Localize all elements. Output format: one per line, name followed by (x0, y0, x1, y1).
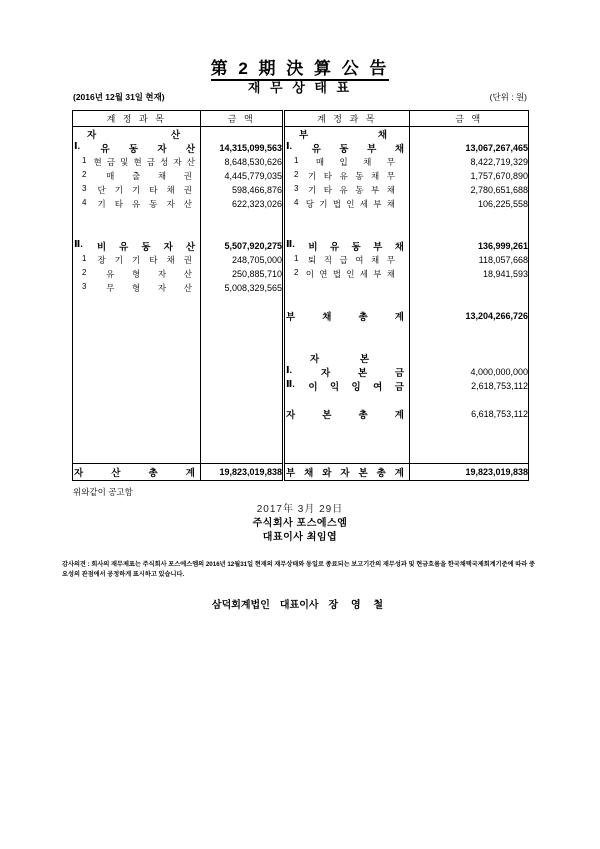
amount-deferred-tax-liabilities: 18,941,593 (410, 267, 529, 281)
row-intangible-assets-label: 3 무 형 자 산 (82, 282, 192, 293)
row-total-liabilities-equity-label: 부 채 와 자 본 총 계 (284, 463, 410, 480)
row-accounts-payable-label: 1 매 입 채 무 (284, 155, 410, 169)
auditor-signature (0, 596, 600, 611)
spacer-row (73, 323, 529, 337)
row-capital-stock-label: Ⅰ. 자 본 금 (284, 365, 410, 379)
amount-total-liabilities-equity: 19,823,019,838 (410, 463, 529, 480)
spacer-row (73, 435, 529, 449)
table-row (73, 183, 529, 197)
row-noncurrent-liabilities-label: Ⅱ. 비 유 동 부 채 (284, 239, 410, 253)
row-trade-receivables-label: 2 매 출 채 권 (82, 170, 192, 181)
table-row (73, 407, 529, 421)
amount-cash-equivalents: 8,648,530,626 (201, 155, 284, 169)
statement-subtitle: 재 무 상 태 표 (247, 80, 353, 95)
currency-unit: (단위 : 원) (489, 92, 527, 102)
spacer-row (73, 393, 529, 407)
equity-section-title: 자 본 (284, 351, 410, 365)
table-row (73, 365, 529, 379)
spacer-row (73, 295, 529, 309)
row-other-current-payables-label: 2 기 타 유 동 채 무 (284, 169, 410, 183)
row-long-term-other-receivables-label: 1 장 기 기 타 채 권 (82, 254, 192, 265)
row-cash-equivalents-label: 1 현 금 및 현 금 성 자 산 (82, 156, 195, 167)
row-other-current-liabilities-label: 3 기 타 유 동 부 채 (284, 183, 410, 197)
amount-total-equity: 6,618,753,112 (410, 407, 529, 421)
spacer-row (73, 449, 529, 463)
grand-total-row (73, 463, 529, 480)
header-account-right: 계 정 과 목 (284, 111, 410, 127)
table-row (73, 309, 529, 323)
row-current-assets-label: Ⅰ. 유 동 자 산 (74, 141, 195, 155)
amount-retirement-benefit-obligation: 118,057,668 (410, 253, 529, 267)
table-row (73, 127, 529, 142)
amount-noncurrent-liabilities: 136,999,261 (410, 239, 529, 253)
assets-title-char: 자 (87, 130, 97, 141)
row-other-current-assets-label: 4 기 타 유 동 자 산 (82, 198, 192, 209)
liabilities-section-title: 부 채 (284, 127, 410, 142)
header-account-left: 계 정 과 목 (73, 111, 201, 127)
row-tangible-assets-label: 2 유 형 자 산 (82, 268, 192, 279)
table-row (73, 155, 529, 169)
amount-noncurrent-assets: 5,507,920,275 (201, 239, 284, 253)
row-retirement-benefit-obligation-label: 1 퇴 직 급 여 채 무 (284, 253, 410, 267)
amount-intangible-assets: 5,008,329,565 (201, 281, 284, 295)
amount-other-current-payables: 1,757,670,890 (410, 169, 529, 183)
amount-current-assets: 14,315,099,563 (201, 141, 284, 155)
as-of-date: (2016년 12월 31일 현재) (73, 92, 165, 102)
table-header-row (73, 111, 529, 127)
amount-other-current-liabilities: 2,780,651,688 (410, 183, 529, 197)
row-short-term-other-receivables-label: 3 단 기 기 타 채 권 (82, 184, 192, 195)
header-amount-right: 금 액 (410, 111, 529, 127)
row-total-equity-label: 자 본 총 계 (284, 407, 410, 421)
amount-short-term-other-receivables: 598,466,876 (201, 183, 284, 197)
balance-sheet-table (72, 110, 529, 481)
signature-ceo: 대표이사 최임엽 (262, 532, 338, 543)
signature-date: 2017年 3月 29日 (256, 504, 344, 515)
table-row (73, 169, 529, 183)
table-row (73, 253, 529, 267)
page-title: 第 2 期 決 算 公 告 (0, 54, 600, 79)
spacer-row (73, 225, 529, 239)
table-row (73, 267, 529, 281)
amount-tangible-assets: 250,885,710 (201, 267, 284, 281)
spacer-row (73, 421, 529, 435)
table-row (73, 351, 529, 365)
row-retained-earnings-label: Ⅱ. 이 익 잉 여 금 (284, 379, 410, 393)
amount-trade-receivables: 4,445,779,035 (201, 169, 284, 183)
liabilities-title-char: 부 (299, 130, 309, 141)
spacer-row (73, 211, 529, 225)
row-noncurrent-assets-label: Ⅱ. 비 유 동 자 산 (74, 239, 195, 253)
audit-opinion: 감사의견 : 회사의 재무제표는 주식회사 포스에스엠의 2016년 12월31일 현재의 재무상태와 동일로 종료되는 보고기간의 재무성과 및 현금흐름을 한국채택국제회계기준에 따라 중요성의 관점에서 공정하게 표시하고 있습니다. (62, 561, 535, 578)
row-total-assets-label: 자 산 총 계 (73, 463, 201, 480)
header-amount-left: 금 액 (201, 111, 284, 127)
amount-other-current-assets: 622,323,026 (201, 197, 284, 211)
auditor-name: 장 영 철 (328, 600, 389, 611)
auditor-firm: 삼덕회계법인 (211, 600, 270, 611)
assets-section-title: 자 산 (73, 127, 201, 142)
table-row (73, 281, 529, 295)
amount-accounts-payable: 8,422,719,329 (410, 155, 529, 169)
row-deferred-tax-liabilities-label: 2 이 연 법 인 세 부 채 (284, 267, 410, 281)
spacer-row (73, 337, 529, 351)
amount-retained-earnings: 2,618,753,112 (410, 379, 529, 393)
row-income-tax-payable-label: 4 당 기 법 인 세 부 채 (284, 197, 410, 211)
auditor-role: 대표이사 (279, 600, 319, 611)
amount-capital-stock: 4,000,000,000 (410, 365, 529, 379)
table-row (73, 379, 529, 393)
amount-total-liabilities: 13,204,266,726 (410, 309, 529, 323)
table-row (73, 141, 529, 155)
as-above-note: 위와같이 공고함 (73, 487, 133, 497)
amount-income-tax-payable: 106,225,558 (410, 197, 529, 211)
table-row (73, 239, 529, 253)
table-row (73, 197, 529, 211)
row-current-liabilities-label: Ⅰ. 유 동 부 채 (284, 141, 410, 155)
signature-company: 주식회사 포스에스엠 (252, 518, 348, 529)
amount-current-liabilities: 13,067,267,465 (410, 141, 529, 155)
amount-long-term-other-receivables: 248,705,000 (201, 253, 284, 267)
amount-total-assets: 19,823,019,838 (201, 463, 284, 480)
row-total-liabilities-label: 부 채 총 계 (284, 309, 410, 323)
